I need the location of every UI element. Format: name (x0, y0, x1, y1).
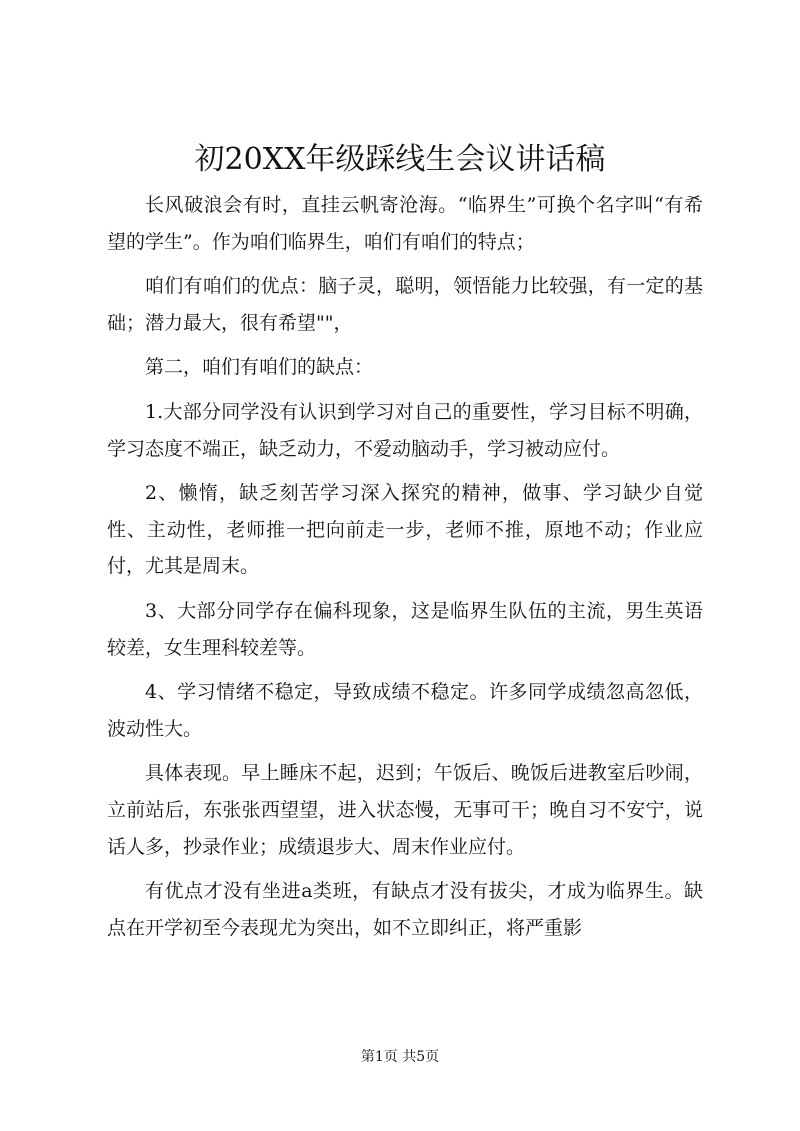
document-title: 初20XX年级踩线生会议讲话稿 (194, 142, 606, 177)
paragraph-intro: 长风破浪会有时，直挂云帆寄沧海。“临界生”可换个名字叫“有希望的学生”。作为咱们临界生，咱们有咱们的特点； (107, 194, 703, 253)
paragraph-point-4: 4、学习情绪不稳定，导致成绩不稳定。许多同学成绩忽高忽低，波动性大。 (107, 681, 703, 740)
paragraph-weaknesses-heading: 第二，咱们有咱们的缺点： (145, 356, 374, 379)
paragraph-point-1: 1.大部分同学没有认识到学习对自己的重要性，学习目标不明确，学习态度不端正，缺乏动力，不爱动脑动手，学习被动应付。 (107, 400, 703, 460)
paragraph-point-2: 2、懒惰，缺乏刻苦学习深入探究的精神，做事、学习缺少自觉性、主动性，老师推一把向前走一步，老师不推，原地不动；作业应付，尤其是周末。 (107, 482, 703, 578)
document-body (107, 187, 703, 954)
paragraph-behavior: 具体表现。早上睡床不起，迟到；午饭后、晚饭后进教室后吵闹，立前站后，东张张西望望，进入状态慢，无事可干；晚自习不安宁，说话人多，抄录作业；成绩退步大、周末作业应付。 (107, 762, 703, 858)
paragraph-strengths: 咱们有咱们的优点：脑子灵，聪明，领悟能力比较强，有一定的基础；潜力最大，很有希望""， (107, 275, 703, 334)
paragraph-point-3: 3、大部分同学存在偏科现象，这是临界生队伍的主流，男生英语较差，女生理科较差等。 (107, 599, 703, 659)
paragraph-conclusion: 有优点才没有坐进a类班，有缺点才没有拔尖，才成为临界生。缺点在开学初至今表现尤为突出，如不立即纠正，将严重影 (107, 880, 703, 939)
page-number-footer: 第1页 共5页 (360, 1049, 440, 1065)
